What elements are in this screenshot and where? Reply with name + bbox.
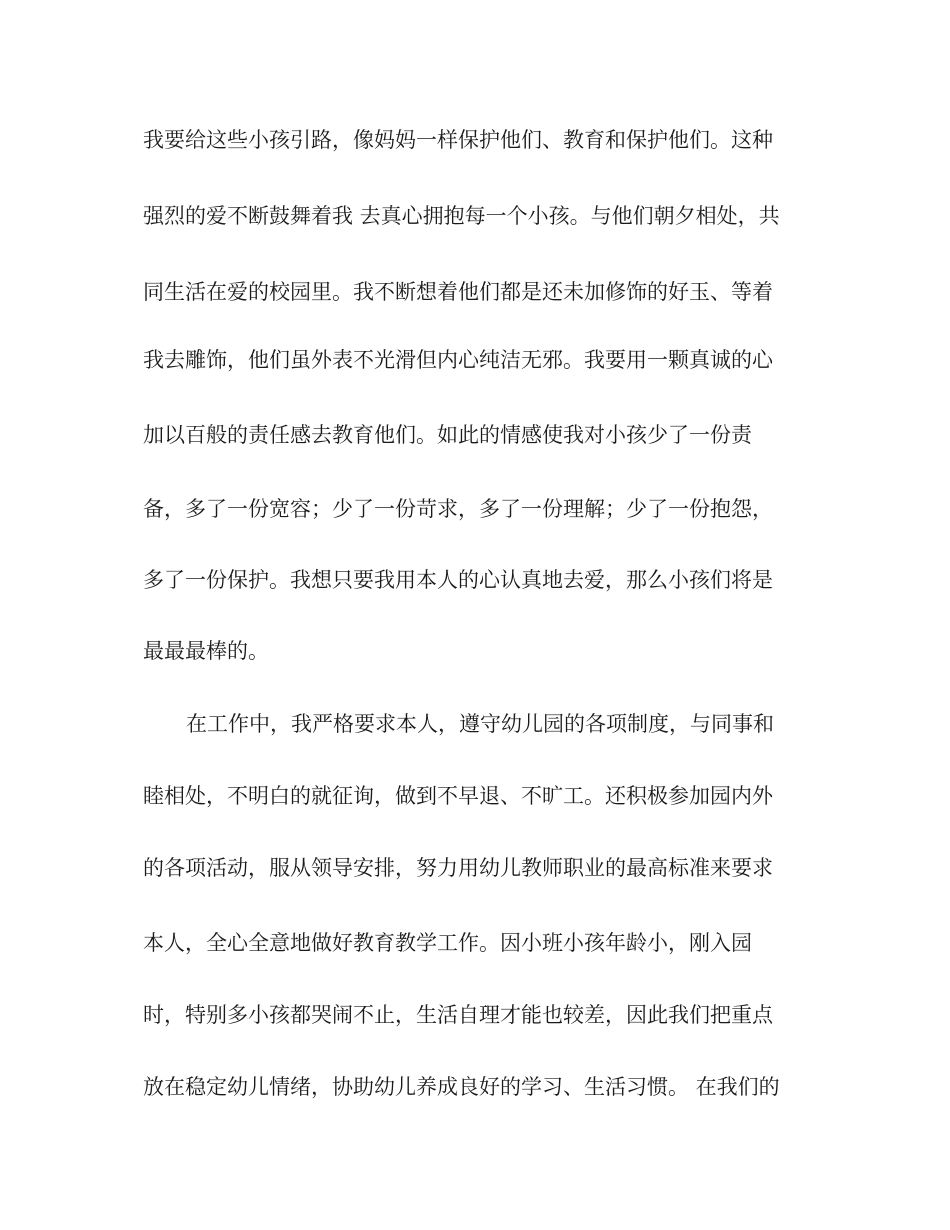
text-line: 我要给这些小孩引路，像妈妈一样保护他们、教育和保护他们。这种 bbox=[143, 128, 773, 152]
text-line: 本人，全心全意地做好教育教学工作。因小班小孩年龄小，刚入园 bbox=[143, 931, 752, 955]
text-line: 多了一份保护。我想只要我用本人的心认真地去爱，那么小孩们将是 bbox=[143, 568, 773, 592]
text-line: 加以百般的责任感去教育他们。如此的情感使我对小孩少了一份责 bbox=[143, 423, 752, 447]
text-line: 时，特别多小孩都哭闹不止，生活自理才能也较差，因此我们把重点 bbox=[143, 1003, 773, 1027]
text-line: 强烈的爱不断鼓舞着我 去真心拥抱每一个小孩。与他们朝夕相处，共 bbox=[143, 204, 780, 228]
text-line: 放在稳定幼儿情绪，协助幼儿养成良好的学习、生活习惯。 在我们的 bbox=[143, 1075, 780, 1099]
text-line: 备，多了一份宽容；少了一份苛求，多了一份理解；少了一份抱怨， bbox=[143, 497, 773, 521]
paragraph-first-line: 在工作中，我严格要求本人，遵守幼儿园的各项制度，与同事和 bbox=[186, 712, 774, 736]
text-line: 的各项活动，服从领导安排，努力用幼儿教师职业的最高标准来要求 bbox=[143, 856, 773, 880]
text-line: 同生活在爱的校园里。我不断想着他们都是还未加修饰的好玉、等着 bbox=[143, 280, 773, 304]
text-line: 最最最棒的。 bbox=[143, 639, 269, 663]
text-line: 睦相处，不明白的就征询，做到不早退、不旷工。还积极参加园内外 bbox=[143, 784, 773, 808]
text-line: 我去雕饰，他们虽外表不光滑但内心纯洁无邪。我要用一颗真诚的心 bbox=[143, 348, 773, 372]
